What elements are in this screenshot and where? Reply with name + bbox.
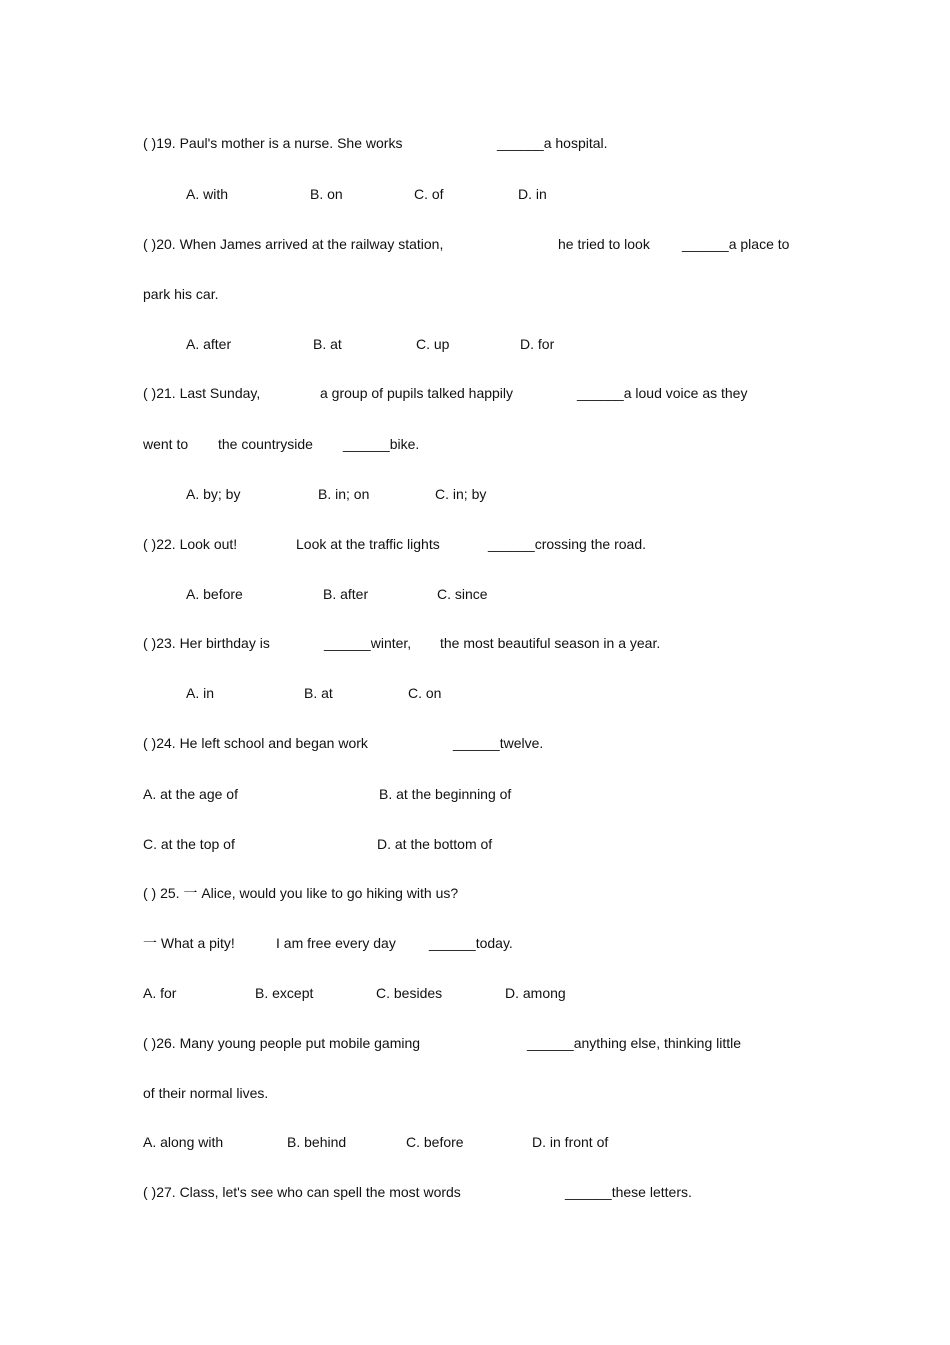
option-c: C. before [406,1134,464,1150]
option-a: A. by; by [186,486,241,502]
question-23-stem: ( )23. Her birthday is [143,635,270,651]
question-27-stem: ( )27. Class, let's see who can spell the most words [143,1184,461,1200]
option-d: D. for [520,336,555,352]
question-24-stem: ( )24. He left school and began work [143,735,368,751]
option-d: D. among [505,985,566,1001]
question-20-stem-line2: park his car. [143,286,219,302]
option-b: B. at [304,685,333,701]
option-c: C. on [408,685,442,701]
option-c: C. at the top of [143,836,235,852]
question-19-blank: ______a hospital. [497,135,608,151]
option-b: B. in; on [318,486,370,502]
question-22-stem-mid: Look at the traffic lights [296,536,440,552]
question-26-stem: ( )26. Many young people put mobile gaming [143,1035,421,1051]
option-c: C. up [416,336,450,352]
question-20-blank: ______a place to [682,236,790,252]
option-a: A. before [186,586,243,602]
question-21-blank: ______a loud voice as they [577,385,748,401]
question-22-stem: ( )22. Look out! [143,536,238,552]
option-c: C. since [437,586,488,602]
question-23-stem-end: the most beautiful season in a year. [440,635,661,651]
question-22-blank: ______crossing the road. [488,536,646,552]
option-b: B. at [313,336,342,352]
option-a: A. after [186,336,232,352]
option-c: C. in; by [435,486,487,502]
question-25-stem: ( ) 25. 一 Alice, would you like to go hiking with us? [143,885,459,901]
question-26-stem-line2: of their normal lives. [143,1085,269,1101]
question-25-line2-a: 一 What a pity! [143,935,235,951]
option-a: A. with [186,186,229,202]
option-a: A. at the age of [143,786,238,802]
question-21-stem: ( )21. Last Sunday, [143,385,261,401]
question-21-line2-blank: ______bike. [343,436,420,452]
option-a: A. in [186,685,215,701]
option-d: D. in [518,186,547,202]
option-b: B. behind [287,1134,347,1150]
question-25-line2-b: I am free every day [276,935,396,951]
question-27-blank: ______these letters. [565,1184,692,1200]
option-a: A. for [143,985,177,1001]
option-d: D. in front of [532,1134,609,1150]
option-c: C. of [414,186,444,202]
question-21-stem-mid: a group of pupils talked happily [320,385,514,401]
option-c: C. besides [376,985,443,1001]
question-20-stem: ( )20. When James arrived at the railway station, [143,236,444,252]
option-b: B. at the beginning of [379,786,512,802]
question-19-stem: ( )19. Paul's mother is a nurse. She works [143,135,403,151]
question-23-blank: ______winter, [324,635,412,651]
option-a: A. along with [143,1134,224,1150]
option-b: B. on [310,186,343,202]
question-25-line2-blank: ______today. [429,935,513,951]
question-21-line2-b: the countryside [218,436,313,452]
question-21-line2-a: went to [143,436,189,452]
question-20-stem-mid: he tried to look [558,236,650,252]
option-d: D. at the bottom of [377,836,493,852]
option-b: B. except [255,985,314,1001]
question-24-blank: ______twelve. [453,735,544,751]
option-b: B. after [323,586,369,602]
question-26-blank: ______anything else, thinking little [527,1035,742,1051]
